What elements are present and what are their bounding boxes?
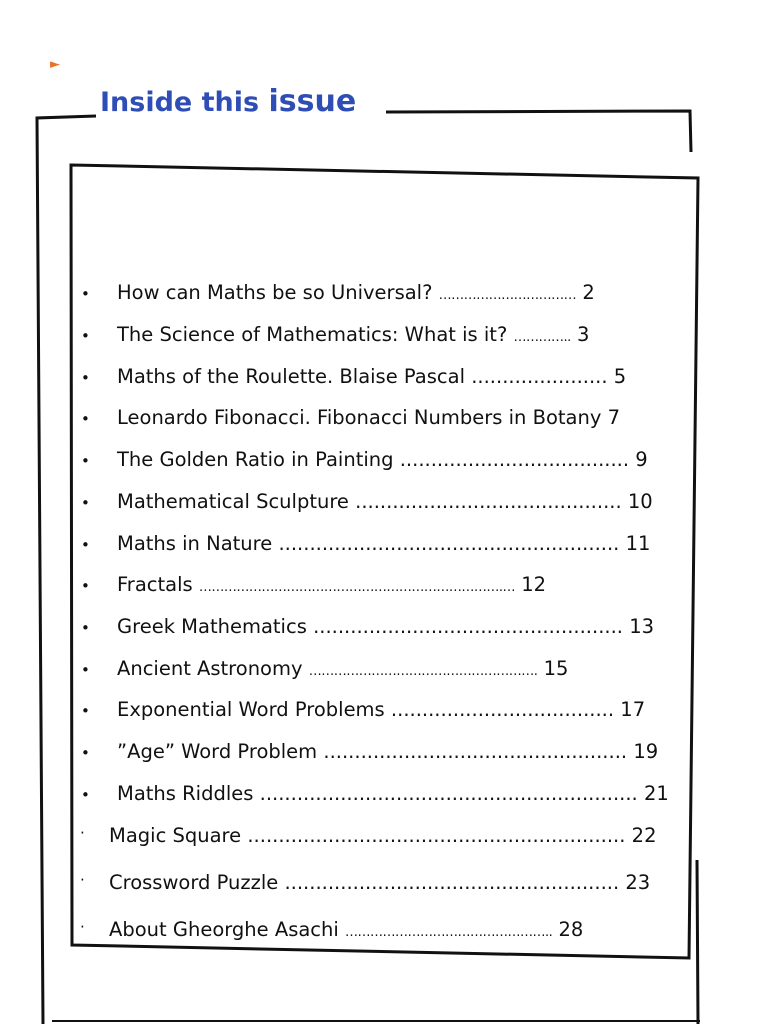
- toc-entry-title: Leonardo Fibonacci. Fibonacci Numbers in Botany: [117, 406, 602, 429]
- toc-entry-page: 3: [576, 323, 590, 346]
- bullet-icon: •: [81, 661, 90, 679]
- toc-entry-page: 5: [613, 365, 627, 388]
- toc-entry-leader: ……………………………………………………………….…: [198, 580, 516, 595]
- bullet-icon: •: [81, 619, 90, 637]
- toc-entry[interactable]: [117, 617, 654, 637]
- toc-entry[interactable]: [117, 700, 645, 720]
- title-part-1: Inside this: [100, 87, 269, 118]
- toc-entry-page: 23: [625, 871, 651, 894]
- toc-entry-title: Crossword Puzzle: [109, 871, 279, 894]
- toc-entry[interactable]: [117, 534, 650, 554]
- toc-entry[interactable]: [109, 873, 650, 893]
- toc-entry-title: Ancient Astronomy: [117, 657, 303, 680]
- toc-entry-leader: .......................................................: [278, 532, 620, 555]
- bullet-icon: •: [81, 702, 90, 720]
- toc-entry[interactable]: [117, 575, 546, 595]
- bullet-icon: ·: [80, 824, 85, 842]
- toc-entry-leader: ......................................................: [284, 871, 620, 894]
- toc-entry-leader: ...........................................: [355, 490, 622, 513]
- toc-entry-leader: ....................................: [390, 698, 615, 721]
- toc-entry-page: 17: [620, 698, 646, 721]
- toc-entry-page: 13: [629, 615, 655, 638]
- bullet-icon: •: [81, 410, 90, 428]
- toc-entry-leader: .............................................................: [259, 782, 638, 805]
- toc-entry-title: About Gheorghe Asachi: [109, 918, 339, 941]
- toc-entry-title: Maths Riddles: [117, 782, 254, 805]
- toc-entry-page: 12: [521, 573, 547, 596]
- toc-entry[interactable]: [117, 784, 669, 804]
- toc-entry-title: Magic Square: [109, 824, 242, 847]
- toc-entry-page: 28: [558, 918, 584, 941]
- toc-entry[interactable]: [117, 742, 658, 762]
- toc-entry-title: How can Maths be so Universal?: [117, 281, 433, 304]
- toc-entry-leader: ......................: [471, 365, 608, 388]
- toc-entry-leader: …………………………………………..: [345, 925, 553, 940]
- toc-entry-page: 22: [631, 824, 657, 847]
- toc-entry-leader: ……………………………: [438, 288, 577, 303]
- toc-entry[interactable]: [117, 408, 620, 428]
- toc-entry-title: The Science of Mathematics: What is it?: [117, 323, 508, 346]
- toc-entry[interactable]: [117, 450, 648, 470]
- toc-entry-page: 19: [633, 740, 659, 763]
- toc-entry-leader: …………..: [513, 330, 571, 345]
- toc-entry-leader: .................................................: [323, 740, 628, 763]
- toc-entry-leader: .....................................: [399, 448, 630, 471]
- toc-entry-page: 15: [543, 657, 569, 680]
- toc-entry-leader: ……………………………………………….: [308, 664, 538, 679]
- bullet-icon: •: [81, 494, 90, 512]
- toc-entry-title: Greek Mathematics: [117, 615, 307, 638]
- toc-entry[interactable]: [117, 659, 568, 679]
- toc-entry-page: 9: [635, 448, 648, 471]
- toc-entry[interactable]: [117, 283, 595, 303]
- toc-entry[interactable]: [109, 920, 583, 940]
- toc-entry[interactable]: [117, 325, 589, 345]
- toc-entry-page: 21: [643, 782, 669, 805]
- toc-entry-title: Mathematical Sculpture: [117, 490, 349, 513]
- toc-entry[interactable]: [109, 826, 656, 846]
- toc-entry-title: Fractals: [117, 573, 193, 596]
- toc-entry-page: 10: [627, 490, 653, 513]
- toc-entry[interactable]: [117, 492, 653, 512]
- toc-entry-leader: ..................................................: [313, 615, 623, 638]
- toc-entry-title: Maths in Nature: [117, 532, 273, 555]
- toc-entry[interactable]: [117, 367, 626, 387]
- bullet-icon: •: [81, 577, 90, 595]
- triangle-marker-icon: ►: [50, 57, 60, 72]
- toc-entry-title: ”Age” Word Problem: [117, 740, 318, 763]
- bullet-icon: •: [81, 327, 90, 345]
- toc-entry-title: Exponential Word Problems: [117, 698, 385, 721]
- bullet-icon: •: [81, 786, 90, 804]
- bullet-icon: ·: [80, 871, 85, 889]
- bullet-icon: •: [81, 536, 90, 554]
- toc-entry-page: 11: [625, 532, 651, 555]
- toc-entry-title: The Golden Ratio in Painting: [117, 448, 394, 471]
- bullet-icon: •: [81, 369, 90, 387]
- bullet-icon: •: [81, 452, 90, 470]
- bullet-icon: ·: [80, 918, 85, 936]
- toc-entry-page: 2: [582, 281, 595, 304]
- bullet-icon: •: [81, 285, 90, 303]
- toc-entry-title: Maths of the Roulette. Blaise Pascal: [117, 365, 465, 388]
- toc-entry-leader: .............................................................: [247, 824, 626, 847]
- toc-entry-page: 7: [607, 406, 621, 429]
- title-part-2: issue: [268, 84, 357, 119]
- bullet-icon: •: [81, 744, 90, 762]
